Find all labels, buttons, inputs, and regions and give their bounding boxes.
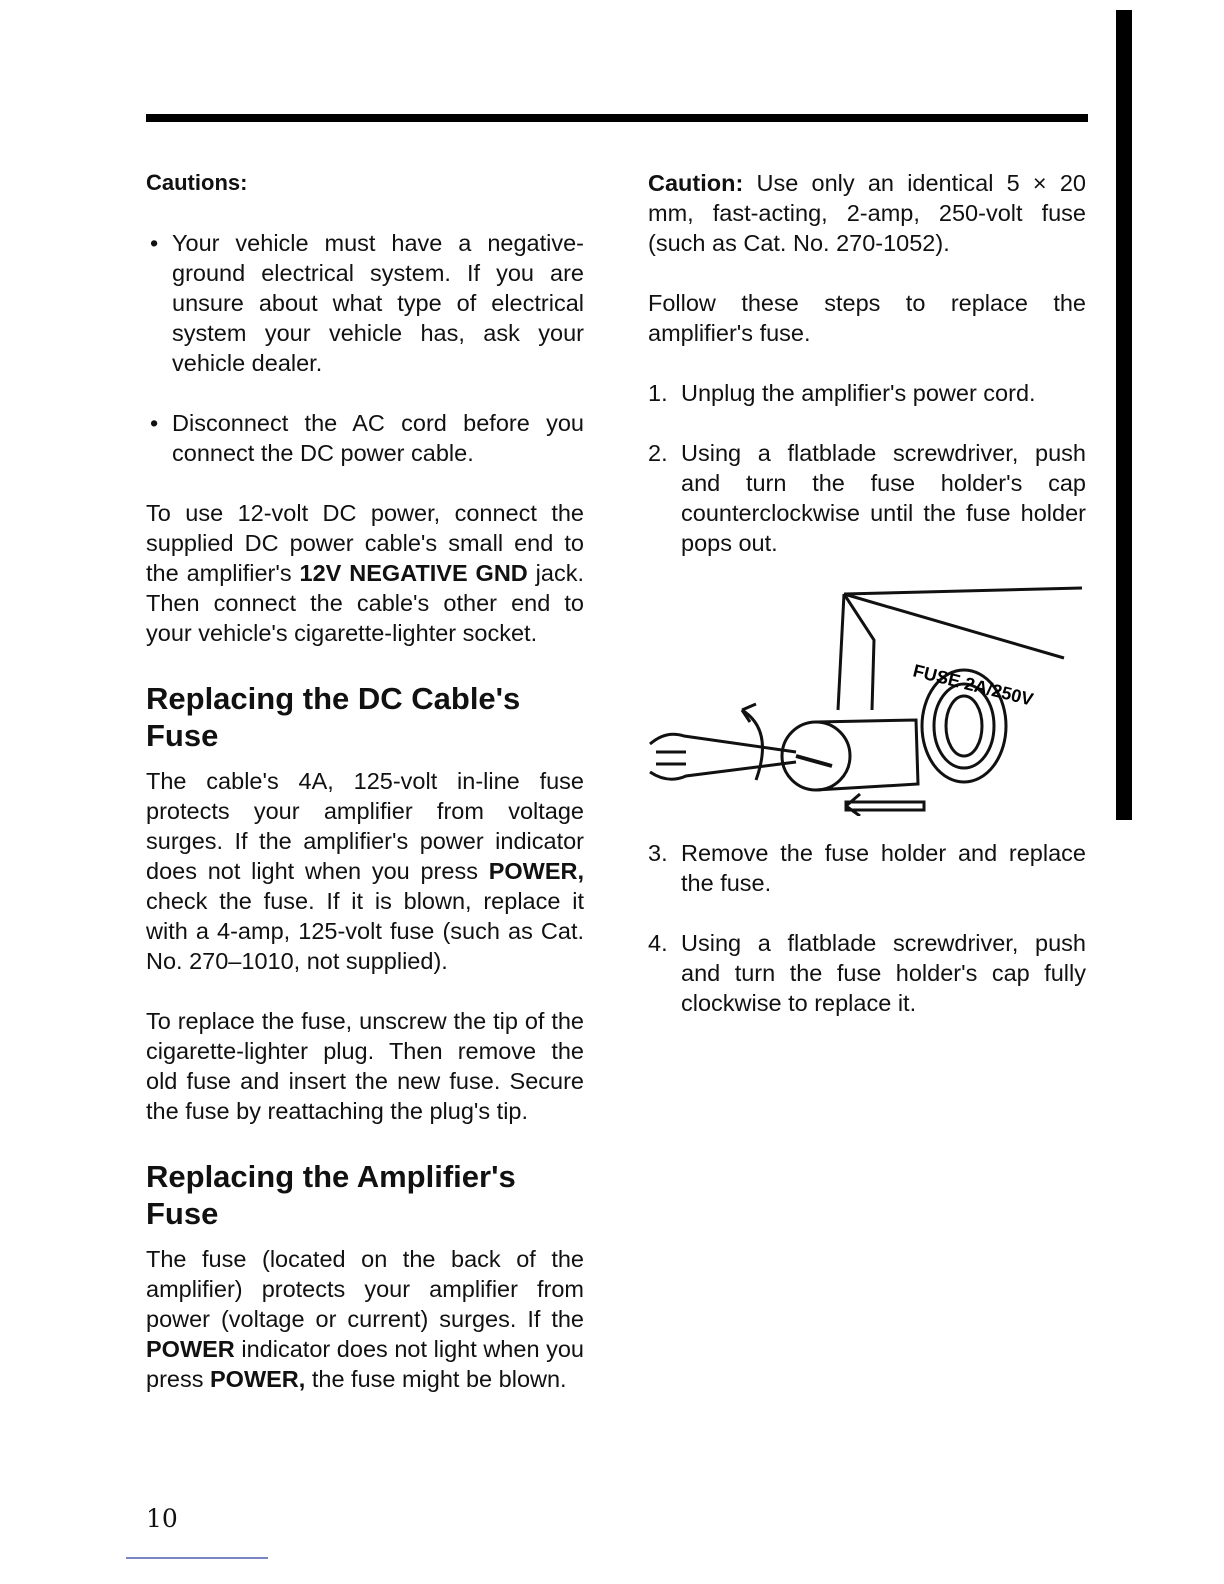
amp-edge-line [844, 588, 1082, 594]
caution-bullet-1 [146, 228, 584, 378]
step-number: 4. [648, 930, 668, 956]
amp-fuse-text-3: the fuse might be blown. [311, 1366, 567, 1392]
header-rule [146, 114, 1088, 122]
dc-power-text-1: To use 12-volt DC power, connect the supplied DC power cable's small end to the amplifier's [146, 500, 584, 586]
heading-dc-cable-fuse: Replacing the DC Cable's Fuse [146, 681, 521, 753]
intro-paragraph: Follow these steps to replace the amplifier's fuse. [648, 290, 1086, 346]
dc-jack-label: 12V NEGATIVE GND [299, 560, 528, 586]
step-text: Unplug the amplifier's power cord. [681, 380, 1036, 406]
step-4 [648, 928, 1086, 1018]
dc-power-text-2: jack. Then connect the cable's other end to your vehicle's cigarette-lighter socket. [146, 560, 584, 646]
replace-fuse-paragraph: To replace the fuse, unscrew the tip of the cigarette-lighter plug. Then remove the old fuse and insert the new fuse. Secure the fuse by reattaching the plug's tip. [146, 1008, 584, 1124]
caution-bullet-1-text: Your vehicle must have a negative-ground electrical system. If you are unsure about what type of electrical system your vehicle has, ask your vehicle dealer. [172, 230, 584, 376]
dc-power-paragraph [146, 498, 584, 648]
caution-label: Caution: [648, 170, 744, 196]
heading-amplifier-fuse: Replacing the Amplifier's Fuse [146, 1159, 516, 1231]
amp-fuse-text-2: indicator does not light when you press [146, 1336, 585, 1392]
dc-fuse-text-2: check the fuse. If it is blown, replace it with a 4-amp, 125-volt fuse (such as Cat. No. 270–1010, not supplied). [146, 888, 584, 974]
dc-fuse-text-1: The cable's 4A, 125-volt in-line fuse protects your amplifier from voltage surges. If the amplifier's power indicator does not light when you press [146, 768, 584, 884]
step-number: 1. [648, 380, 668, 406]
caution-text: Use only an identical 5 × 20 mm, fast-acting, 2-amp, 250-volt fuse (such as Cat. No. 270-1052). [648, 170, 1086, 256]
step-3 [648, 838, 1086, 898]
amp-fuse-paragraph [146, 1244, 584, 1394]
left-column [146, 168, 584, 1394]
step-2 [648, 438, 1086, 558]
amp-fuse-text-1: The fuse (located on the back of the amplifier) protects your amplifier from power (voltage or current) surges. If the [146, 1246, 584, 1332]
step-text: Remove the fuse holder and replace the fuse. [681, 840, 1086, 896]
step-number: 3. [648, 840, 668, 866]
step-1 [648, 378, 1086, 408]
step-text: Using a flatblade screwdriver, push and turn the fuse holder's cap counterclockwise until the fuse holder pops out. [681, 440, 1086, 556]
margin-bar [1116, 10, 1132, 820]
caution-bullet-2 [146, 408, 584, 468]
cautions-title: Cautions: [146, 170, 248, 195]
scan-edge-line [126, 1557, 268, 1559]
fuse-rating-label: FUSE 2A/250V [911, 660, 1036, 710]
caution-paragraph [648, 168, 1086, 258]
caution-bullet-2-text: Disconnect the AC cord before you connect the DC power cable. [172, 410, 584, 466]
page-number: 10 [146, 1504, 178, 1533]
right-column-top [648, 168, 1086, 558]
dc-fuse-paragraph [146, 766, 584, 976]
step-number: 2. [648, 440, 668, 466]
power-label: POWER [146, 1336, 235, 1362]
bullet-icon: • [150, 410, 159, 436]
fuse-holder-illustration [646, 580, 1088, 816]
power-label: POWER, [488, 858, 585, 884]
power-label: POWER, [210, 1366, 306, 1392]
step-text: Using a flatblade screwdriver, push and turn the fuse holder's cap fully clockwise to replace it. [681, 930, 1086, 1016]
bullet-icon: • [150, 230, 159, 256]
right-column-bottom [648, 838, 1086, 1018]
